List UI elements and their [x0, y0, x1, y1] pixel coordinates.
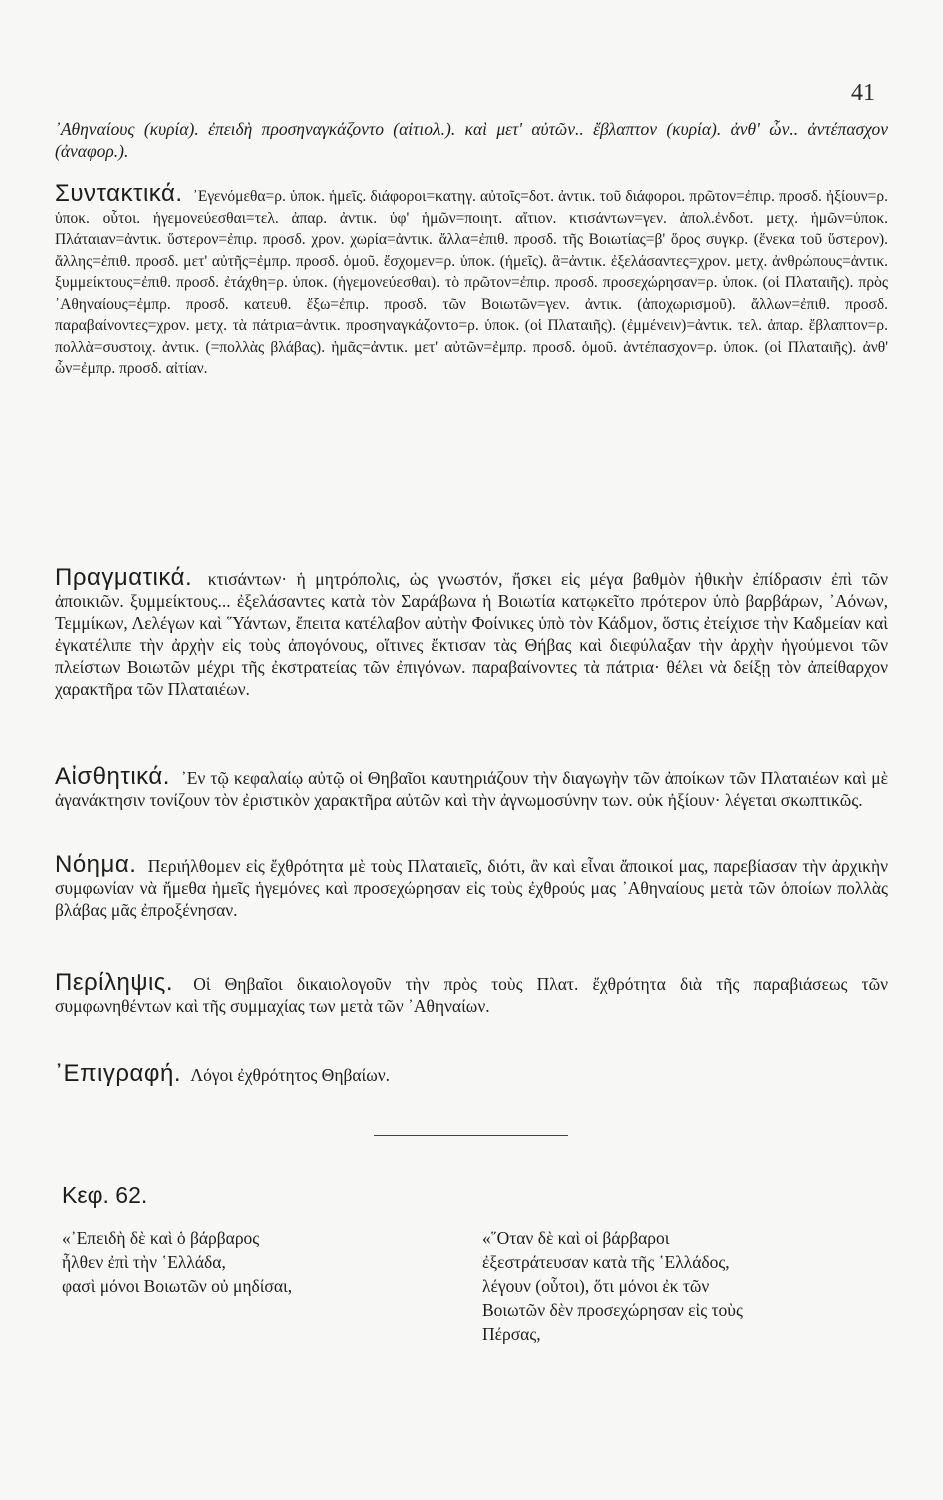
translation-line: Βοιωτῶν δὲν προσεχώρησαν εἰς τοὺς [482, 1300, 743, 1320]
aisthitika-section [55, 763, 888, 811]
section-divider [374, 1135, 568, 1136]
syntaktika-heading: Συντακτικά. [55, 180, 183, 207]
greek-text-line: ἦλθεν ἐπὶ τὴν ῾Ελλάδα, [62, 1252, 226, 1272]
perilipsis-heading: Περίληψις. [55, 969, 174, 996]
greek-text-line: «᾿Επειδὴ δὲ καὶ ὁ βάρβαρος [62, 1228, 260, 1248]
pragmatika-text: κτισάντων· ἡ μητρόπολις, ὡς γνωστόν, ἤσκει εἰς μέγα βαθμὸν ἠθικὴν ἐπίδρασιν ἐπὶ τῶν ἀποικιῶν. ξυμμείκτους... ἐξελάσαντες κατὰ τὸν Σαράβωνα ἡ Βοιωτία κατῳκεῖτο πρότερον ὑπὸ βαρβάρων, ᾿Αόνων, Τεμμίκων, Λελέγων καὶ ῞Υάντων, ἔπειτα κατέλαβον αὐτὴν Φοίνικες ὑπὸ τὸν Κάδμον, ὅστις ἐτείχισε τὴν Καδμείαν καὶ ἐγκατέλιπε τὴν ἀρχὴν εἰς τοὺς ἀπογόνους, οἵτινες ἔκτισαν τὰς Θήβας καὶ διεφύλαξαν τὴν ἀρχὴν ἡγούμενοι τῶν πλείστων Βοιωτῶν μέχρι τῆς ἐκστρατείας τῶν ἐπιγόνων. παραβαίνοντες τὰ πάτρια· θέλει νὰ δείξῃ τὸν ἀπείθαρχον χαρακτῆρα τῶν Πλαταιέων. [55, 569, 889, 699]
aisthitika-text: ᾿Εν τῷ κεφαλαίῳ αὐτῷ οἱ Θηβαῖοι καυτηριάζουν τὴν διαγωγὴν τῶν ἀποίκων τῶν Πλαταιέων καὶ μὲ ἀγανάκτησιν τονίζουν τὸν ἐριστικὸν χαρακτῆρα αὐτῶν καὶ τὴν ἀγνωμοσύνην των. οὐκ ἠξίουν· λέγεται σκωπτικῶς. [55, 768, 888, 810]
noima-heading: Νόημα. [55, 851, 137, 878]
pragmatika-section [55, 564, 889, 700]
syntaktika-section [55, 180, 889, 380]
perilipsis-text: Οἱ Θηβαῖοι δικαιολογοῦν τὴν πρὸς τοὺς Πλατ. ἔχθρότητα διὰ τῆς παραβιάσεως τῶν συμφωνηθέντων καὶ τῆς συμμαχίας των μετὰ τῶν ᾿Αθηναίων. [55, 974, 888, 1016]
intro-block [55, 118, 888, 162]
translation-line: λέγουν (οὗτοι), ὅτι μόνοι ἐκ τῶν [482, 1276, 710, 1296]
translation-line: «῞Οταν δὲ καὶ οἱ βάρβαροι [482, 1228, 670, 1248]
translation-line: ἐξεστράτευσαν κατὰ τῆς ῾Ελλάδος, [482, 1252, 730, 1272]
epigrafi-section [55, 1060, 888, 1087]
greek-text-column [62, 1226, 422, 1298]
page-number: 41 [851, 80, 875, 106]
greek-text-line: φασὶ μόνοι Βοιωτῶν οὐ μηδίσαι, [62, 1276, 293, 1296]
chapter-heading: Κεφ. 62. [62, 1182, 148, 1208]
aisthitika-heading: Αἰσθητικά. [55, 763, 170, 790]
perilipsis-section [55, 969, 888, 1017]
noima-text: Περιήλθομεν εἰς ἔχθρότητα μὲ τοὺς Πλαταιεῖς, διότι, ἂν καὶ εἶναι ἄποικοί μας, παρεβίασαν τὴν ἀρχικὴν συμφωνίαν νὰ ἤμεθα ἡμεῖς ἡγεμόνες καὶ προσεχώρησαν εἰς τοὺς ἐχθρούς μας ᾿Αθηναίους μετὰ τῶν ὁποίων πολλὰς βλάβας μᾶς ἐπροξένησαν. [55, 856, 889, 920]
syntaktika-text: ᾿Εγενόμεθα=ρ. ὑποκ. ἡμεῖς. διάφοροι=κατηγ. αὐτοῖς=δοτ. ἀντικ. τοῦ διάφοροι. πρῶτον=ἐπιρ. προσδ. ἠξίουν=ρ. ὑποκ. οὗτοι. ἡγεμονεύεσθαι=τελ. ἀπαρ. ἀντικ. ὑφ' ἡμῶν=ποιητ. αἴτιον. κτισάντων=γεν. ἀπολ.ἐνδοτ. μετχ. ἡμῶν=ὑποκ. Πλάταιαν=ἀντικ. ὕστερον=ἐπιρ. προσδ. χρον. χωρία=ἀντικ. ἄλλα=ἐπιθ. προσδ. τῆς Βοιωτίας=β' ὅρος συγκρ. (ἕνεκα τοῦ ὕστερον). ἄλλης=ἐπιθ. προσδ. μετ' αὐτῆς=ἐμπρ. προσδ. ὁμοῦ. ἔσχομεν=ρ. ὑποκ. (ἡμεῖς). ἃ=ἀντικ. ἐξελάσαντες=χρον. μετχ. ἀνθρώπους=ἀντικ. ξυμμείκτους=ἐπιθ. προσδ. ἐτάχθη=ρ. ὑποκ. (ἡγεμονεύεσθαι). τὸ πρῶτον=ἐπιρ. προσδ. προσεχώρησαν=ρ. ὑποκ. (οἱ Πλαταιῆς). πρὸς ᾿Αθηναίους=ἐμπρ. προσδ. κατευθ. ἔξω=ἐπιρ. προσδ. τῶν Βοιωτῶν=γεν. ἀντικ. (ἀποχωρισμοῦ). ἄλλων=ἐπιθ. προσδ. παραβαίνοντες=χρον. μετχ. τὰ πάτρια=ἀντικ. προσηναγκάζοντο=ρ. ὑποκ. (οἱ Πλαταιῆς). (ἐμμένειν)=ἀντικ. τελ. ἀπαρ. ἔβλαπτον=ρ. πολλὰ=συστοιχ. ἀντικ. (=πολλὰς βλάβας). ἡμᾶς=ἀντικ. μετ' αὐτῶν=ἐμπρ. προσδ. ὁμοῦ. ἀντέπασχον=ρ. ὑποκ. (οἱ Πλαταιῆς). ἀνθ' ὧν=ἐμπρ. προσδ. αἰτίαν. [55, 188, 889, 377]
intro-text: ᾿Αθηναίους (κυρία). ἐπειδὴ προσηναγκάζοντο (αἰτιολ.). καὶ μετ' αὐτῶν.. ἔβλαπτον (κυρία). ἀνθ' ὧν.. ἀντέπασχον (ἀναφορ.). [55, 119, 888, 161]
epigrafi-text: Λόγοι ἐχθρότητος Θηβαίων. [190, 1065, 391, 1085]
noima-section [55, 851, 889, 921]
translation-column [482, 1226, 892, 1346]
translation-line: Πέρσας, [482, 1324, 541, 1344]
pragmatika-heading: Πραγματικά. [55, 564, 193, 591]
epigrafi-heading: ᾿Επιγραφή. [55, 1060, 181, 1087]
